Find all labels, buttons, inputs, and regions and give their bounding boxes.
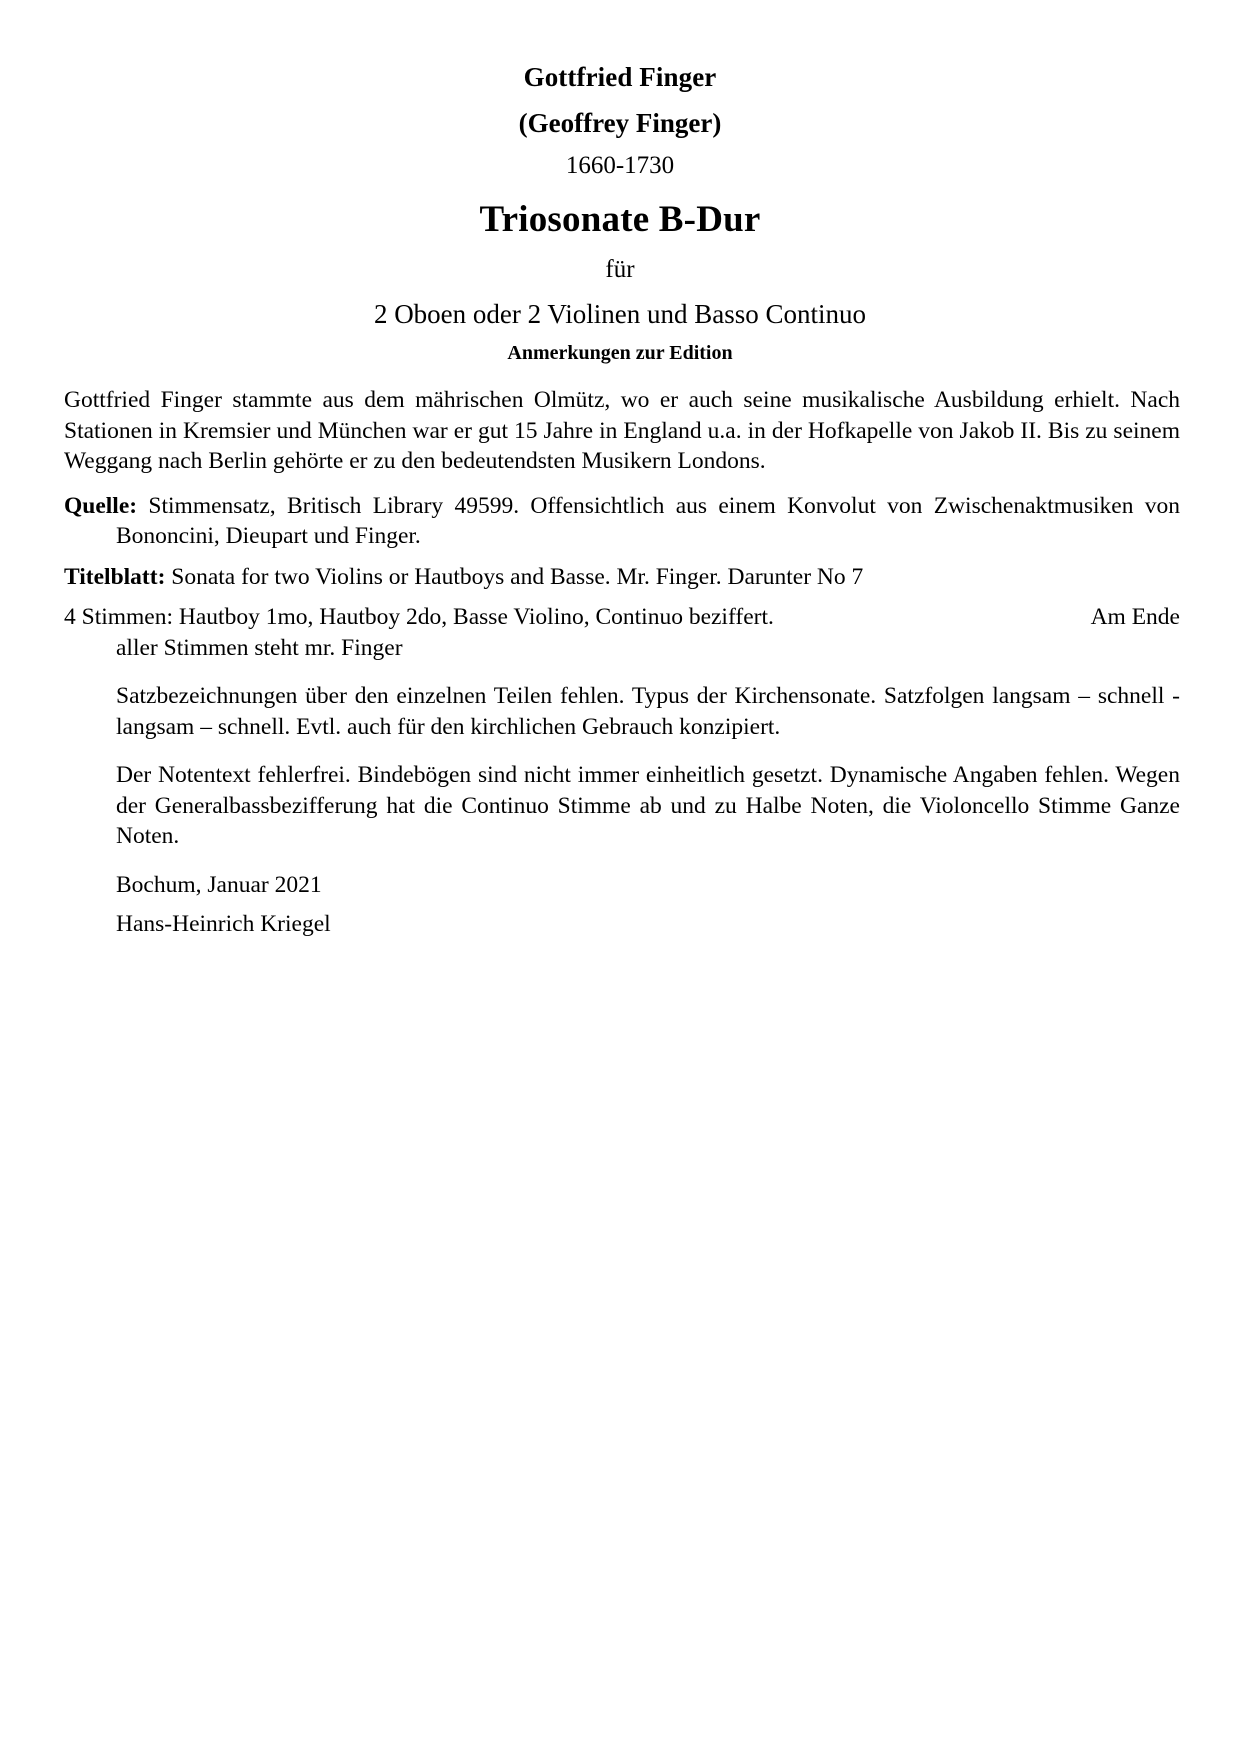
instrumentation: 2 Oboen oder 2 Violinen und Basso Continuo	[373, 299, 867, 329]
entry-stimmen	[64, 602, 1180, 663]
composer-alternate-name: (Geoffrey Finger)	[518, 108, 722, 138]
entry-stimmen-value: Hautboy 1mo, Hautboy 2do, Basse Violino, Continuo beziffert.	[178, 604, 774, 630]
work-title: Triosonate B-Dur	[479, 199, 761, 240]
entry-quelle-value: Stimmensatz, Britisch Library 49599. Offensichtlich aus einem Konvolut von Zwischenaktmusiken von Bononcini, Dieupart und Finger.	[116, 492, 1180, 549]
entry-stimmen-right-note: Am Ende	[1090, 604, 1180, 630]
spacer	[64, 752, 1180, 760]
entry-stimmen-label: 4 Stimmen:	[64, 604, 174, 630]
entry-quelle	[64, 491, 1180, 552]
entry-stimmen-continuation: aller Stimmen steht mr. Finger	[116, 634, 403, 661]
title-block	[0, 56, 1240, 335]
entry-titelblatt	[64, 562, 1180, 593]
place-and-date: Bochum, Januar 2021	[116, 871, 322, 898]
spacer	[64, 673, 1180, 681]
entry-titelblatt-label: Titelblatt:	[64, 563, 166, 590]
composer-dates: 1660-1730	[565, 152, 675, 179]
entry-quelle-label: Quelle:	[64, 492, 138, 519]
paragraph-notentext: Der Notentext fehlerfrei. Bindebögen sind nicht immer einheitlich gesetzt. Dynamische Angaben fehlen. Wegen der Generalbassbezifferung hat die Continuo Stimme ab und zu Halbe Noten, die Violoncello Stimme Ganze Noten.	[116, 762, 1180, 849]
document-body	[64, 385, 1180, 940]
section-heading-edition-notes: Anmerkungen zur Edition	[507, 342, 733, 364]
editor-name: Hans-Heinrich Kriegel	[116, 911, 331, 937]
composer-name: Gottfried Finger	[523, 62, 717, 92]
entry-titelblatt-value: Sonata for two Violins or Hautboys and Basse. Mr. Finger. Darunter No 7	[171, 563, 864, 590]
paragraph-satzbezeichnungen: Satzbezeichnungen über den einzelnen Teilen fehlen. Typus der Kirchensonate. Satzfolgen langsam – schnell - langsam – schnell. Evtl. auch für den kirchlichen Gebrauch konzipiert.	[116, 683, 1180, 740]
paragraph-biography: Gottfried Finger stammte aus dem mährischen Olmütz, wo er auch seine musikalische Ausbildung erhielt. Nach Stationen in Kremsier und München war er gut 15 Jahre in England u.a. in der Hofkapelle von Jakob II. Bis zu seinem Weggang nach Berlin gehörte er zu den bedeutendsten Musikern Londons.	[64, 387, 1180, 474]
entry-quelle-text	[137, 493, 148, 519]
for-label: für	[605, 256, 635, 283]
